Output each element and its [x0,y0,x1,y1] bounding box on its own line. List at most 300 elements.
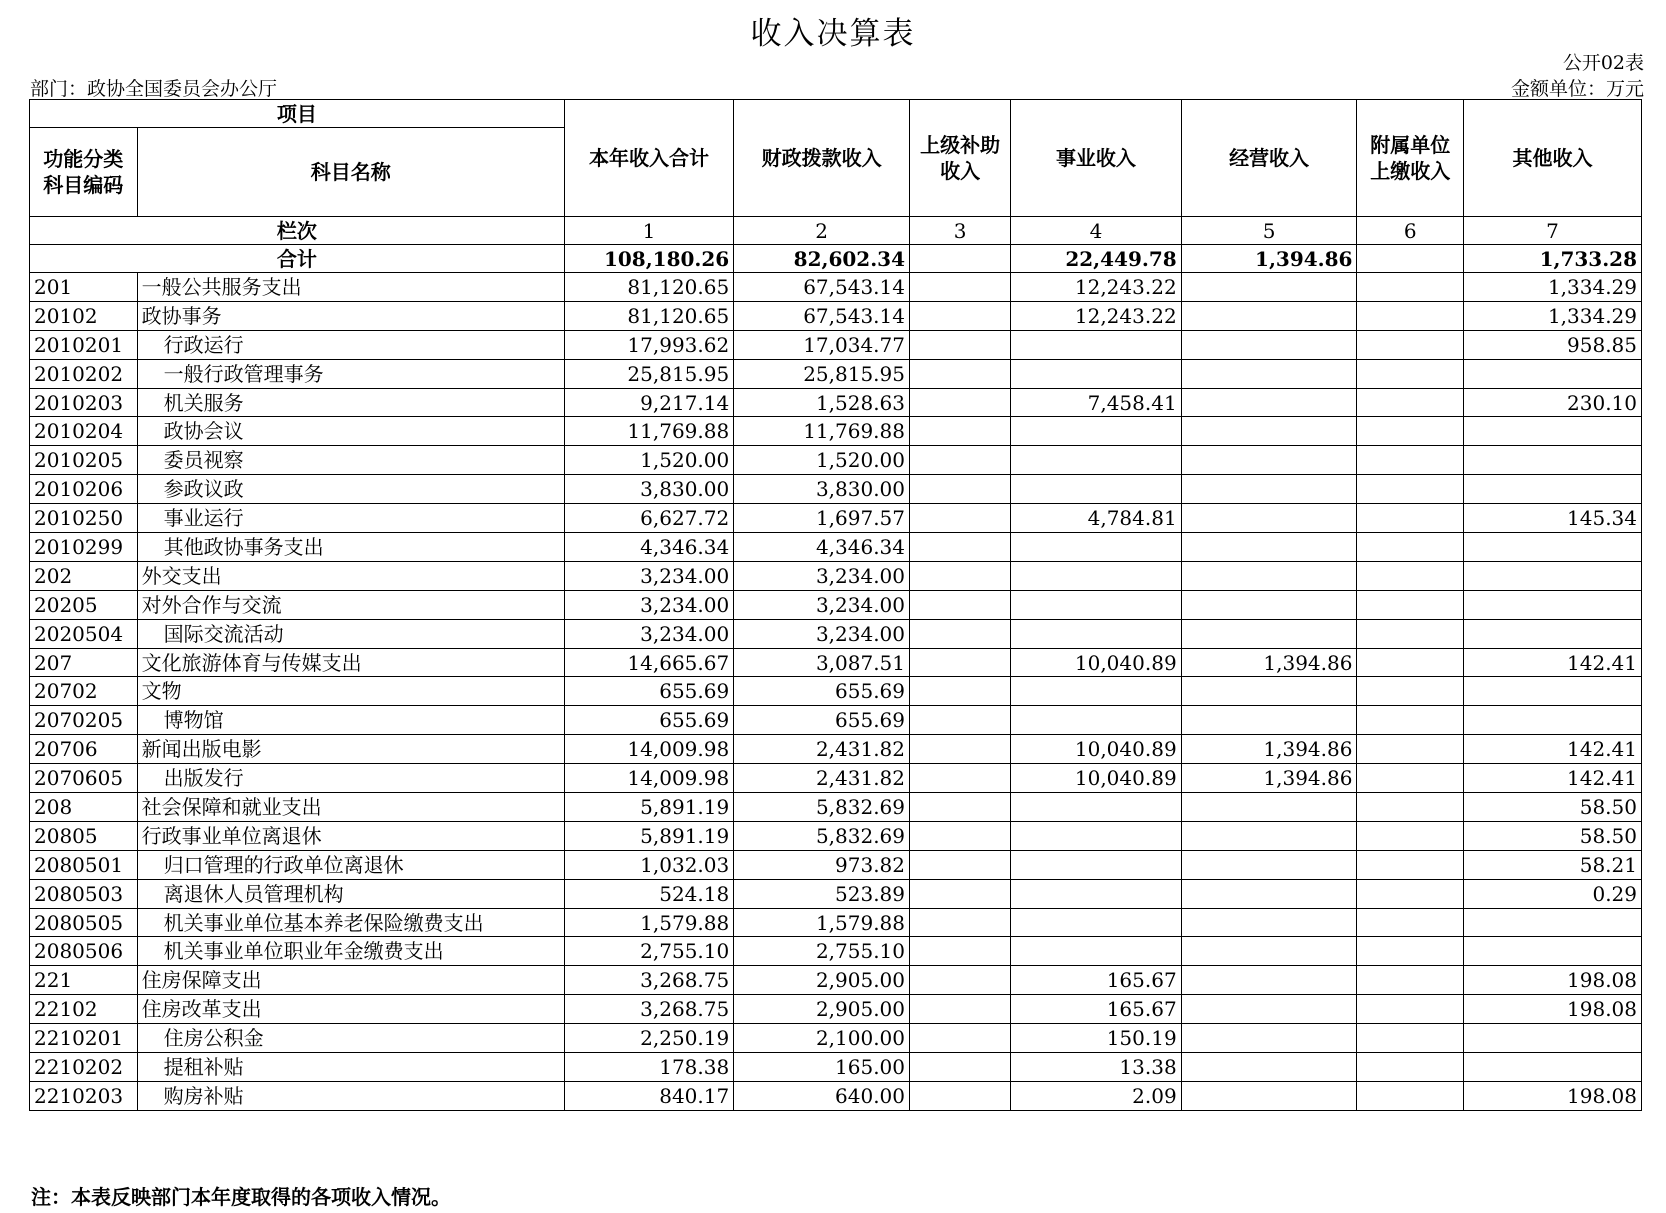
subject-code: 2010205 [30,446,138,475]
subject-code: 221 [30,966,138,995]
amount-cell [1181,504,1357,533]
amount-cell [1357,879,1464,908]
amount-cell [910,388,1011,417]
amount-cell [1357,359,1464,388]
amount-cell [1181,273,1357,302]
amount-cell: 198.08 [1463,1081,1641,1110]
amount-cell: 14,009.98 [564,735,733,764]
table-row [30,590,1642,619]
amount-cell [1463,908,1641,937]
amount-cell [1011,706,1181,735]
amount-cell: 3,830.00 [564,475,733,504]
subject-name: 博物馆 [137,706,564,735]
amount-cell: 198.08 [1463,995,1641,1024]
amount-cell [1463,1024,1641,1053]
amount-cell: 973.82 [734,850,910,879]
subject-code: 2210203 [30,1081,138,1110]
amount-cell: 4,346.34 [564,533,733,562]
project-header: 项目 [30,100,565,128]
amount-cell [910,706,1011,735]
subject-name: 政协事务 [137,301,564,330]
table-row [30,1053,1642,1082]
amount-cell [1357,735,1464,764]
amount-cell: 165.67 [1011,966,1181,995]
amount-cell [1181,533,1357,562]
amount-cell [910,446,1011,475]
amount-cell: 81,120.65 [564,301,733,330]
amount-cell: 3,830.00 [734,475,910,504]
total-label: 合计 [30,245,565,273]
amount-cell [1463,706,1641,735]
subject-code: 2070205 [30,706,138,735]
subject-code: 2210202 [30,1053,138,1082]
amount-cell [1011,417,1181,446]
amount-cell: 67,543.14 [734,273,910,302]
amount-cell [1357,648,1464,677]
amount-cell: 10,040.89 [1011,764,1181,793]
amount-cell [910,677,1011,706]
amount-cell [1357,446,1464,475]
total-cell: 1,394.86 [1181,245,1357,273]
amount-cell [1181,301,1357,330]
amount-cell [1011,590,1181,619]
table-row [30,677,1642,706]
amount-cell: 10,040.89 [1011,735,1181,764]
amount-cell [1011,475,1181,504]
amount-cell [910,1081,1011,1110]
col-header-2: 财政拨款收入 [734,100,910,217]
amount-cell: 3,268.75 [564,966,733,995]
subject-code: 2010202 [30,359,138,388]
amount-cell: 5,891.19 [564,821,733,850]
amount-cell [1181,330,1357,359]
amount-cell: 58.21 [1463,850,1641,879]
amount-cell [1357,561,1464,590]
subject-code: 22102 [30,995,138,1024]
table-row [30,359,1642,388]
table-row [30,648,1642,677]
col-header-3 [910,100,1011,217]
subject-name: 离退休人员管理机构 [137,879,564,908]
subject-name: 政协会议 [137,417,564,446]
amount-cell [1357,1024,1464,1053]
amount-cell: 4,784.81 [1011,504,1181,533]
amount-cell: 150.19 [1011,1024,1181,1053]
column-number-2: 2 [734,217,910,245]
amount-cell [1357,937,1464,966]
amount-cell [1181,417,1357,446]
amount-cell: 2,905.00 [734,966,910,995]
amount-cell: 165.67 [1011,995,1181,1024]
amount-cell [1357,475,1464,504]
amount-cell: 14,665.67 [564,648,733,677]
amount-cell: 178.38 [564,1053,733,1082]
amount-cell: 1,334.29 [1463,301,1641,330]
amount-cell [1011,533,1181,562]
amount-cell [1357,706,1464,735]
amount-cell [910,966,1011,995]
amount-cell: 1,394.86 [1181,648,1357,677]
amount-cell: 1,579.88 [564,908,733,937]
amount-cell: 958.85 [1463,330,1641,359]
amount-cell [1181,561,1357,590]
amount-cell: 655.69 [564,706,733,735]
amount-cell [910,359,1011,388]
table-row [30,937,1642,966]
subject-code: 2070605 [30,764,138,793]
subject-name: 外交支出 [137,561,564,590]
amount-cell: 3,234.00 [734,590,910,619]
col-header-3-text: 上级补助收入 [920,133,1001,183]
amount-cell [1181,908,1357,937]
subject-name: 机关事业单位基本养老保险缴费支出 [137,908,564,937]
amount-cell [1011,821,1181,850]
amount-cell [1181,359,1357,388]
amount-cell: 4,346.34 [734,533,910,562]
amount-cell: 2,100.00 [734,1024,910,1053]
amount-cell [1181,879,1357,908]
amount-cell: 5,832.69 [734,821,910,850]
amount-cell [1357,908,1464,937]
table-row [30,908,1642,937]
subject-code: 2080506 [30,937,138,966]
table-row [30,533,1642,562]
amount-cell [910,850,1011,879]
table-row [30,764,1642,793]
col-header-6 [1357,100,1464,217]
subject-code: 2010201 [30,330,138,359]
subject-name: 机关事业单位职业年金缴费支出 [137,937,564,966]
amount-cell [910,793,1011,822]
amount-cell [1181,475,1357,504]
amount-cell [910,1053,1011,1082]
amount-cell [1357,764,1464,793]
table-row [30,966,1642,995]
total-cell: 1,733.28 [1463,245,1641,273]
table-row [30,273,1642,302]
amount-cell: 12,243.22 [1011,273,1181,302]
table-row [30,995,1642,1024]
amount-cell: 58.50 [1463,821,1641,850]
table-row [30,793,1642,822]
amount-cell [910,561,1011,590]
amount-cell: 5,891.19 [564,793,733,822]
table-row [30,388,1642,417]
amount-cell [910,504,1011,533]
amount-cell: 17,034.77 [734,330,910,359]
amount-cell: 655.69 [734,706,910,735]
subject-name: 社会保障和就业支出 [137,793,564,822]
amount-cell: 6,627.72 [564,504,733,533]
subject-name: 参政议政 [137,475,564,504]
amount-cell [1463,561,1641,590]
subject-code: 20205 [30,590,138,619]
amount-cell [1463,1053,1641,1082]
amount-cell: 142.41 [1463,735,1641,764]
amount-cell: 1,528.63 [734,388,910,417]
amount-cell: 3,234.00 [734,619,910,648]
amount-cell: 230.10 [1463,388,1641,417]
amount-cell: 1,697.57 [734,504,910,533]
subject-code: 207 [30,648,138,677]
amount-cell: 142.41 [1463,648,1641,677]
amount-cell [1357,504,1464,533]
subject-name: 提租补贴 [137,1053,564,1082]
amount-cell [1181,821,1357,850]
subject-name: 事业运行 [137,504,564,533]
subject-name: 住房保障支出 [137,966,564,995]
subject-name: 对外合作与交流 [137,590,564,619]
amount-cell: 640.00 [734,1081,910,1110]
amount-cell [1357,850,1464,879]
amount-cell: 655.69 [734,677,910,706]
amount-cell [1011,879,1181,908]
amount-cell: 840.17 [564,1081,733,1110]
amount-cell [1011,793,1181,822]
amount-cell [1463,533,1641,562]
amount-cell: 67,543.14 [734,301,910,330]
amount-cell [1181,1053,1357,1082]
amount-cell: 17,993.62 [564,330,733,359]
amount-cell: 11,769.88 [734,417,910,446]
amount-cell [1357,619,1464,648]
table-row [30,619,1642,648]
subject-code: 2010250 [30,504,138,533]
page-title: 收入决算表 [750,16,916,52]
amount-cell [910,619,1011,648]
total-cell [910,245,1011,273]
amount-cell [910,1024,1011,1053]
amount-cell [1011,677,1181,706]
column-number-5: 5 [1181,217,1357,245]
subject-name: 归口管理的行政单位离退休 [137,850,564,879]
amount-cell: 3,087.51 [734,648,910,677]
income-table [29,99,1642,1111]
column-number-3: 3 [910,217,1011,245]
amount-cell: 1,394.86 [1181,764,1357,793]
amount-cell: 2,755.10 [564,937,733,966]
amount-cell [910,533,1011,562]
amount-cell [1181,446,1357,475]
subject-name: 住房改革支出 [137,995,564,1024]
subject-code: 208 [30,793,138,822]
amount-cell [1181,677,1357,706]
amount-cell [1011,619,1181,648]
amount-cell [1357,966,1464,995]
subject-code: 2010206 [30,475,138,504]
subject-code: 20706 [30,735,138,764]
amount-cell: 13.38 [1011,1053,1181,1082]
amount-cell: 14,009.98 [564,764,733,793]
amount-cell [1463,937,1641,966]
amount-cell: 7,458.41 [1011,388,1181,417]
subject-name: 行政运行 [137,330,564,359]
amount-cell [910,417,1011,446]
amount-cell [1011,908,1181,937]
subject-name: 出版发行 [137,764,564,793]
subject-name: 住房公积金 [137,1024,564,1053]
subject-code: 2010299 [30,533,138,562]
amount-cell [910,475,1011,504]
form-number: 公开02表 [1562,52,1644,74]
amount-cell [1463,417,1641,446]
subject-code: 202 [30,561,138,590]
amount-cell: 145.34 [1463,504,1641,533]
amount-cell [1463,446,1641,475]
subject-name: 一般公共服务支出 [137,273,564,302]
table-row [30,504,1642,533]
amount-cell: 3,234.00 [564,561,733,590]
amount-cell [910,995,1011,1024]
amount-cell [910,908,1011,937]
amount-cell [1181,966,1357,995]
amount-cell [1011,446,1181,475]
table-row [30,879,1642,908]
amount-cell [1011,937,1181,966]
name-header: 科目名称 [137,128,564,217]
col-header-4: 事业收入 [1011,100,1181,217]
amount-cell: 9,217.14 [564,388,733,417]
subject-code: 2010204 [30,417,138,446]
subject-name: 机关服务 [137,388,564,417]
table-row [30,417,1642,446]
column-number-1: 1 [564,217,733,245]
amount-cell: 165.00 [734,1053,910,1082]
amount-cell: 1,334.29 [1463,273,1641,302]
amount-cell: 3,234.00 [734,561,910,590]
amount-cell [910,301,1011,330]
column-number-label: 栏次 [30,217,565,245]
subject-code: 2210201 [30,1024,138,1053]
table-row [30,1024,1642,1053]
amount-cell: 2.09 [1011,1081,1181,1110]
col-header-5: 经营收入 [1181,100,1357,217]
amount-cell: 3,234.00 [564,619,733,648]
amount-cell: 3,268.75 [564,995,733,1024]
amount-cell: 2,905.00 [734,995,910,1024]
amount-cell: 12,243.22 [1011,301,1181,330]
amount-cell [1011,850,1181,879]
amount-cell: 1,394.86 [1181,735,1357,764]
amount-cell: 1,520.00 [564,446,733,475]
subject-code: 2080503 [30,879,138,908]
table-row [30,735,1642,764]
amount-cell: 11,769.88 [564,417,733,446]
amount-cell: 58.50 [1463,793,1641,822]
amount-cell [1357,330,1464,359]
amount-cell [910,879,1011,908]
amount-cell [1357,995,1464,1024]
amount-cell: 524.18 [564,879,733,908]
amount-cell: 2,755.10 [734,937,910,966]
col-header-6-text: 附属单位上缴收入 [1370,133,1451,183]
amount-cell: 10,040.89 [1011,648,1181,677]
amount-cell [910,764,1011,793]
subject-code: 20805 [30,821,138,850]
amount-cell [910,821,1011,850]
amount-cell: 655.69 [564,677,733,706]
total-cell: 108,180.26 [564,245,733,273]
subject-code: 2020504 [30,619,138,648]
column-number-4: 4 [1011,217,1181,245]
amount-cell [1181,1024,1357,1053]
amount-cell [1357,1053,1464,1082]
table-row [30,706,1642,735]
amount-cell: 81,120.65 [564,273,733,302]
amount-cell: 2,250.19 [564,1024,733,1053]
amount-cell: 2,431.82 [734,764,910,793]
amount-cell [1357,1081,1464,1110]
table-row [30,446,1642,475]
amount-cell: 523.89 [734,879,910,908]
amount-cell [1357,388,1464,417]
amount-cell: 0.29 [1463,879,1641,908]
amount-cell: 25,815.95 [564,359,733,388]
table-row [30,821,1642,850]
total-cell: 22,449.78 [1011,245,1181,273]
subject-code: 2080505 [30,908,138,937]
amount-cell [1463,677,1641,706]
subject-name: 委员视察 [137,446,564,475]
amount-cell [1463,619,1641,648]
table-note: 注：本表反映部门本年度取得的各项收入情况。 [31,1185,451,1209]
amount-cell [910,590,1011,619]
amount-cell [1463,590,1641,619]
subject-code: 2010203 [30,388,138,417]
col-header-1: 本年收入合计 [564,100,733,217]
subject-name: 一般行政管理事务 [137,359,564,388]
table-row [30,1081,1642,1110]
amount-cell [1181,850,1357,879]
amount-cell [1181,995,1357,1024]
amount-cell [1181,706,1357,735]
column-number-7: 7 [1463,217,1641,245]
table-row [30,301,1642,330]
subject-name: 文物 [137,677,564,706]
amount-cell [1181,619,1357,648]
amount-cell [1011,561,1181,590]
amount-cell [910,648,1011,677]
amount-cell: 3,234.00 [564,590,733,619]
table-row [30,850,1642,879]
amount-cell [1463,359,1641,388]
amount-cell [1181,1081,1357,1110]
amount-cell: 25,815.95 [734,359,910,388]
table-row [30,561,1642,590]
amount-cell [1357,793,1464,822]
col-header-7: 其他收入 [1463,100,1641,217]
subject-name: 行政事业单位离退休 [137,821,564,850]
amount-unit-label: 金额单位：万元 [1510,78,1644,100]
table-row [30,475,1642,504]
amount-cell [1357,677,1464,706]
amount-cell [1011,359,1181,388]
amount-cell [1463,475,1641,504]
amount-cell [1181,590,1357,619]
amount-cell: 1,520.00 [734,446,910,475]
subject-name: 新闻出版电影 [137,735,564,764]
amount-cell: 5,832.69 [734,793,910,822]
amount-cell [1181,937,1357,966]
code-header [30,128,138,217]
subject-code: 20702 [30,677,138,706]
column-number-6: 6 [1357,217,1464,245]
amount-cell [1357,417,1464,446]
subject-name: 购房补贴 [137,1081,564,1110]
amount-cell [910,330,1011,359]
subject-name: 其他政协事务支出 [137,533,564,562]
amount-cell [1357,273,1464,302]
